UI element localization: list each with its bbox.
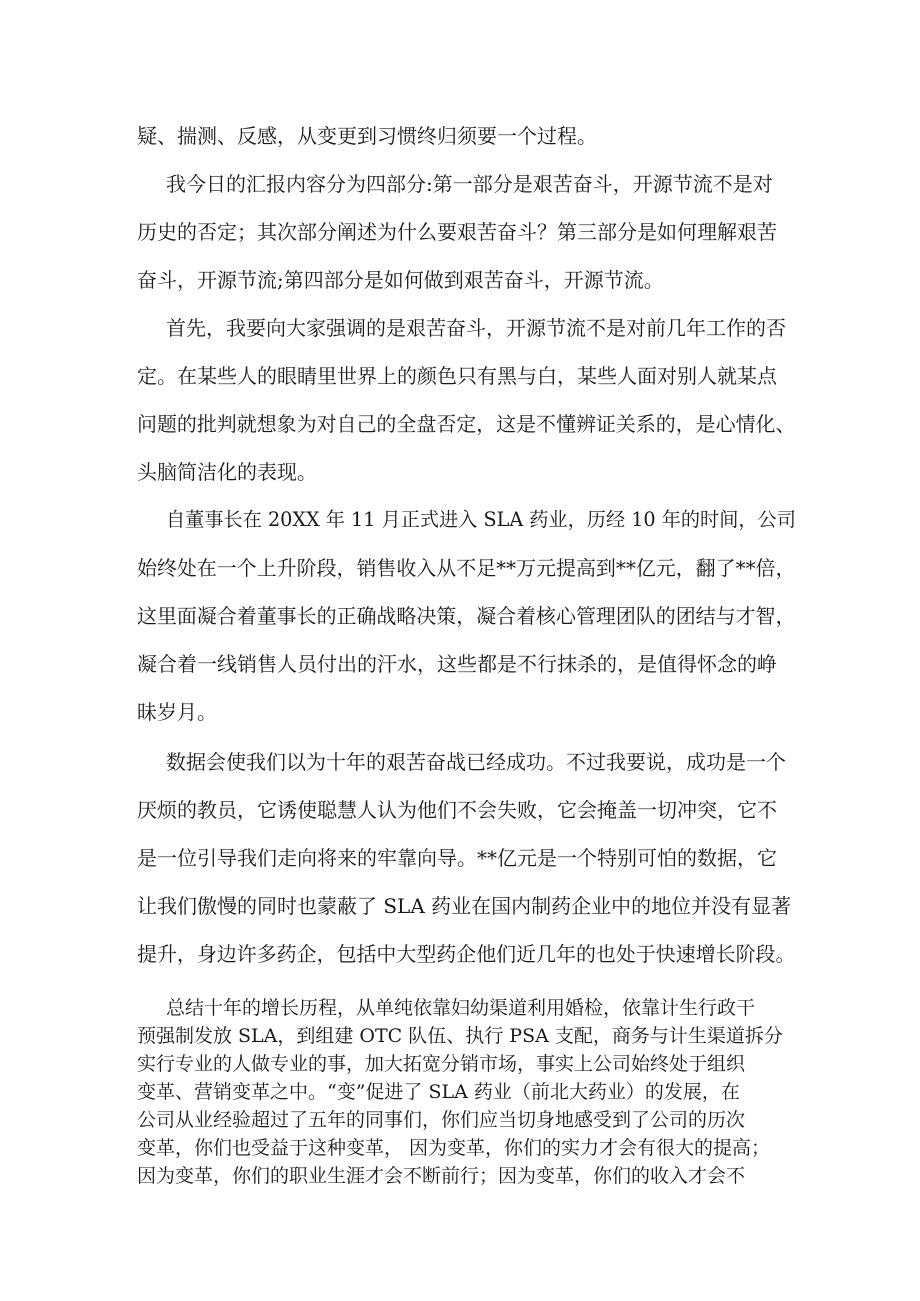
text-line: 让我们傲慢的同时也蒙蔽了 SLA 药业在国内制药企业中的地位并没有显著 <box>137 894 792 918</box>
text-line: 昧岁月。 <box>137 700 217 724</box>
text-line: 首先，我要向大家强调的是艰苦奋斗，开源节流不是对前几年工作的否 <box>166 316 786 340</box>
text-line: 凝合着一线销售人员付出的汗水，这些都是不行抹杀的，是值得怀念的峥 <box>137 652 777 676</box>
text-line: 变革，你们也受益于这种变革， 因为变革，你们的实力才会有很大的提高； <box>137 1137 771 1159</box>
text-line: 奋斗，开源节流;第四部分是如何做到艰苦奋斗，开源节流。 <box>137 268 664 292</box>
text-line: 这里面凝合着董事长的正确战略决策，凝合着核心管理团队的团结与才智， <box>137 604 796 628</box>
text-line: 公司从业经验超过了五年的同事们，你们应当切身地感受到了公司的历次 <box>137 1109 746 1131</box>
text-line: 问题的批判就想象为对自己的全盘否定，这是不懂辨证关系的，是心情化、 <box>137 412 796 436</box>
text-line: 历史的否定；其次部分阐述为什么要艰苦奋斗？第三部分是如何理解艰苦 <box>137 220 777 244</box>
text-line: 因为变革，你们的职业生涯才会不断前行；因为变革，你们的收入才会不 <box>137 1165 746 1187</box>
text-line: 头脑简洁化的表现。 <box>137 460 317 484</box>
text-line: 厌烦的教员，它诱使聪慧人认为他们不会失败，它会掩盖一切冲突，它不 <box>137 798 777 822</box>
text-line: 我今日的汇报内容分为四部分:第一部分是艰苦奋斗，开源节流不是对 <box>166 172 773 196</box>
text-line: 提升，身边许多药企，包括中大型药企他们近几年的也处于快速增长阶段。 <box>137 942 796 966</box>
text-line: 实行专业的人做专业的事，加大拓宽分销市场，事实上公司始终处于组织 <box>137 1053 746 1075</box>
text-line: 是一位引导我们走向将来的牢靠向导。**亿元是一个特别可怕的数据，它 <box>137 846 777 870</box>
text-line: 数据会使我们以为十年的艰苦奋战已经成功。不过我要说，成功是一个 <box>166 750 786 774</box>
text-line: 始终处在一个上升阶段，销售收入从不足**万元提高到**亿元，翻了**倍， <box>137 556 796 580</box>
text-line: 疑、揣测、反感，从变更到习惯终归须要一个过程。 <box>137 124 597 148</box>
text-line: 总结十年的增长历程，从单纯依靠妇幼渠道利用婚检，依靠计生行政干 <box>166 997 756 1019</box>
text-line: 变革、营销变革之中。“变”促进了 SLA 药业（前北大药业）的发展，在 <box>137 1081 740 1103</box>
text-line: 定。在某些人的眼睛里世界上的颜色只有黑与白，某些人面对别人就某点 <box>137 364 777 388</box>
text-line: 自董事长在 20XX 年 11 月正式进入 SLA 药业，历经 10 年的时间，公司 <box>166 508 796 531</box>
text-line: 预强制发放 SLA，到组建 OTC 队伍、执行 PSA 支配，商务与计生渠道拆分 <box>137 1025 783 1047</box>
